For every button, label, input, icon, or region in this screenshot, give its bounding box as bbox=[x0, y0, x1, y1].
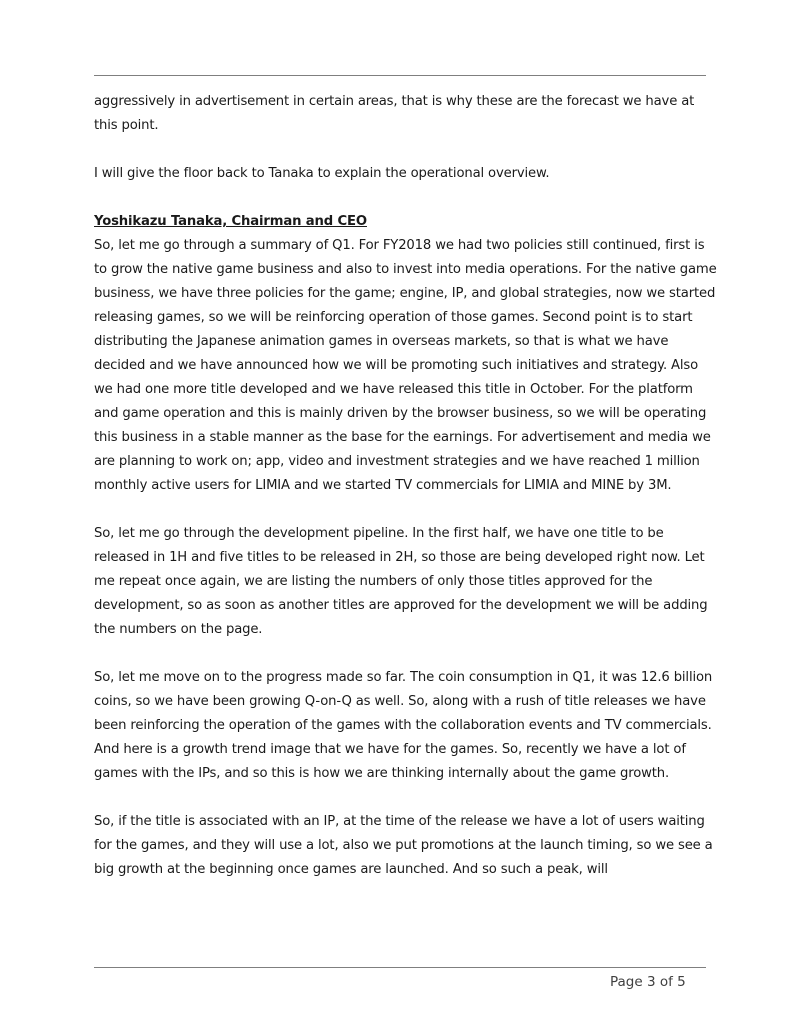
transcript-body bbox=[94, 90, 719, 906]
paragraph: So, let me move on to the progress made so far. The coin consumption in Q1, it was 12.6 billion coins, so we have been growing Q-on-Q as well. So, along with a rush of title releases we have been reinforcing the operation of the games with the collaboration events and TV commercials. And here is a growth trend image that we have for the games. So, recently we have a lot of games with the IPs, and so this is how we are thinking internally about the game growth. bbox=[94, 670, 713, 781]
paragraph: So, let me go through a summary of Q1. For FY2018 we had two policies still continued, first is to grow the native game business and also to invest into media operations. For the native game business, we have three policies for the game; engine, IP, and global strategies, now we started releasing games, so we will be reinforcing operation of those games. Second point is to start distributing the Japanese animation games in overseas markets, so that is what we have decided and we have announced how we will be promoting such initiatives and strategy. Also we had one more title developed and we have released this title in October. For the platform and game operation and this is mainly driven by the browser business, so we will be operating this business in a stable manner as the base for the earnings. For advertisement and media we are planning to work on; app, video and investment strategies and we have reached 1 million monthly active users for LIMIA and we started TV commercials for LIMIA and MINE by 3M. bbox=[94, 238, 717, 493]
header-divider bbox=[94, 75, 706, 76]
paragraph: So, if the title is associated with an IP, at the time of the release we have a lot of users waiting for the games, and they will use a lot, also we put promotions at the launch timing, so we see a big growth at the beginning once games are launched. And so such a peak, will bbox=[94, 814, 713, 877]
paragraph: So, let me go through the development pipeline. In the first half, we have one title to be released in 1H and five titles to be released in 2H, so those are being developed right now. Let me repeat once again, we are listing the numbers of only those titles approved for the development, so as soon as another titles are approved for the development we will be adding the numbers on the page. bbox=[94, 526, 708, 637]
page-number: Page 3 of 5 bbox=[610, 974, 686, 990]
paragraph: I will give the floor back to Tanaka to explain the operational overview. bbox=[94, 166, 550, 181]
speaker-name: Yoshikazu Tanaka, Chairman and CEO bbox=[94, 214, 367, 229]
speaker-section bbox=[94, 210, 719, 882]
footer-divider bbox=[94, 967, 706, 968]
paragraph: aggressively in advertisement in certain areas, that is why these are the forecast we have at this point. bbox=[94, 94, 695, 133]
